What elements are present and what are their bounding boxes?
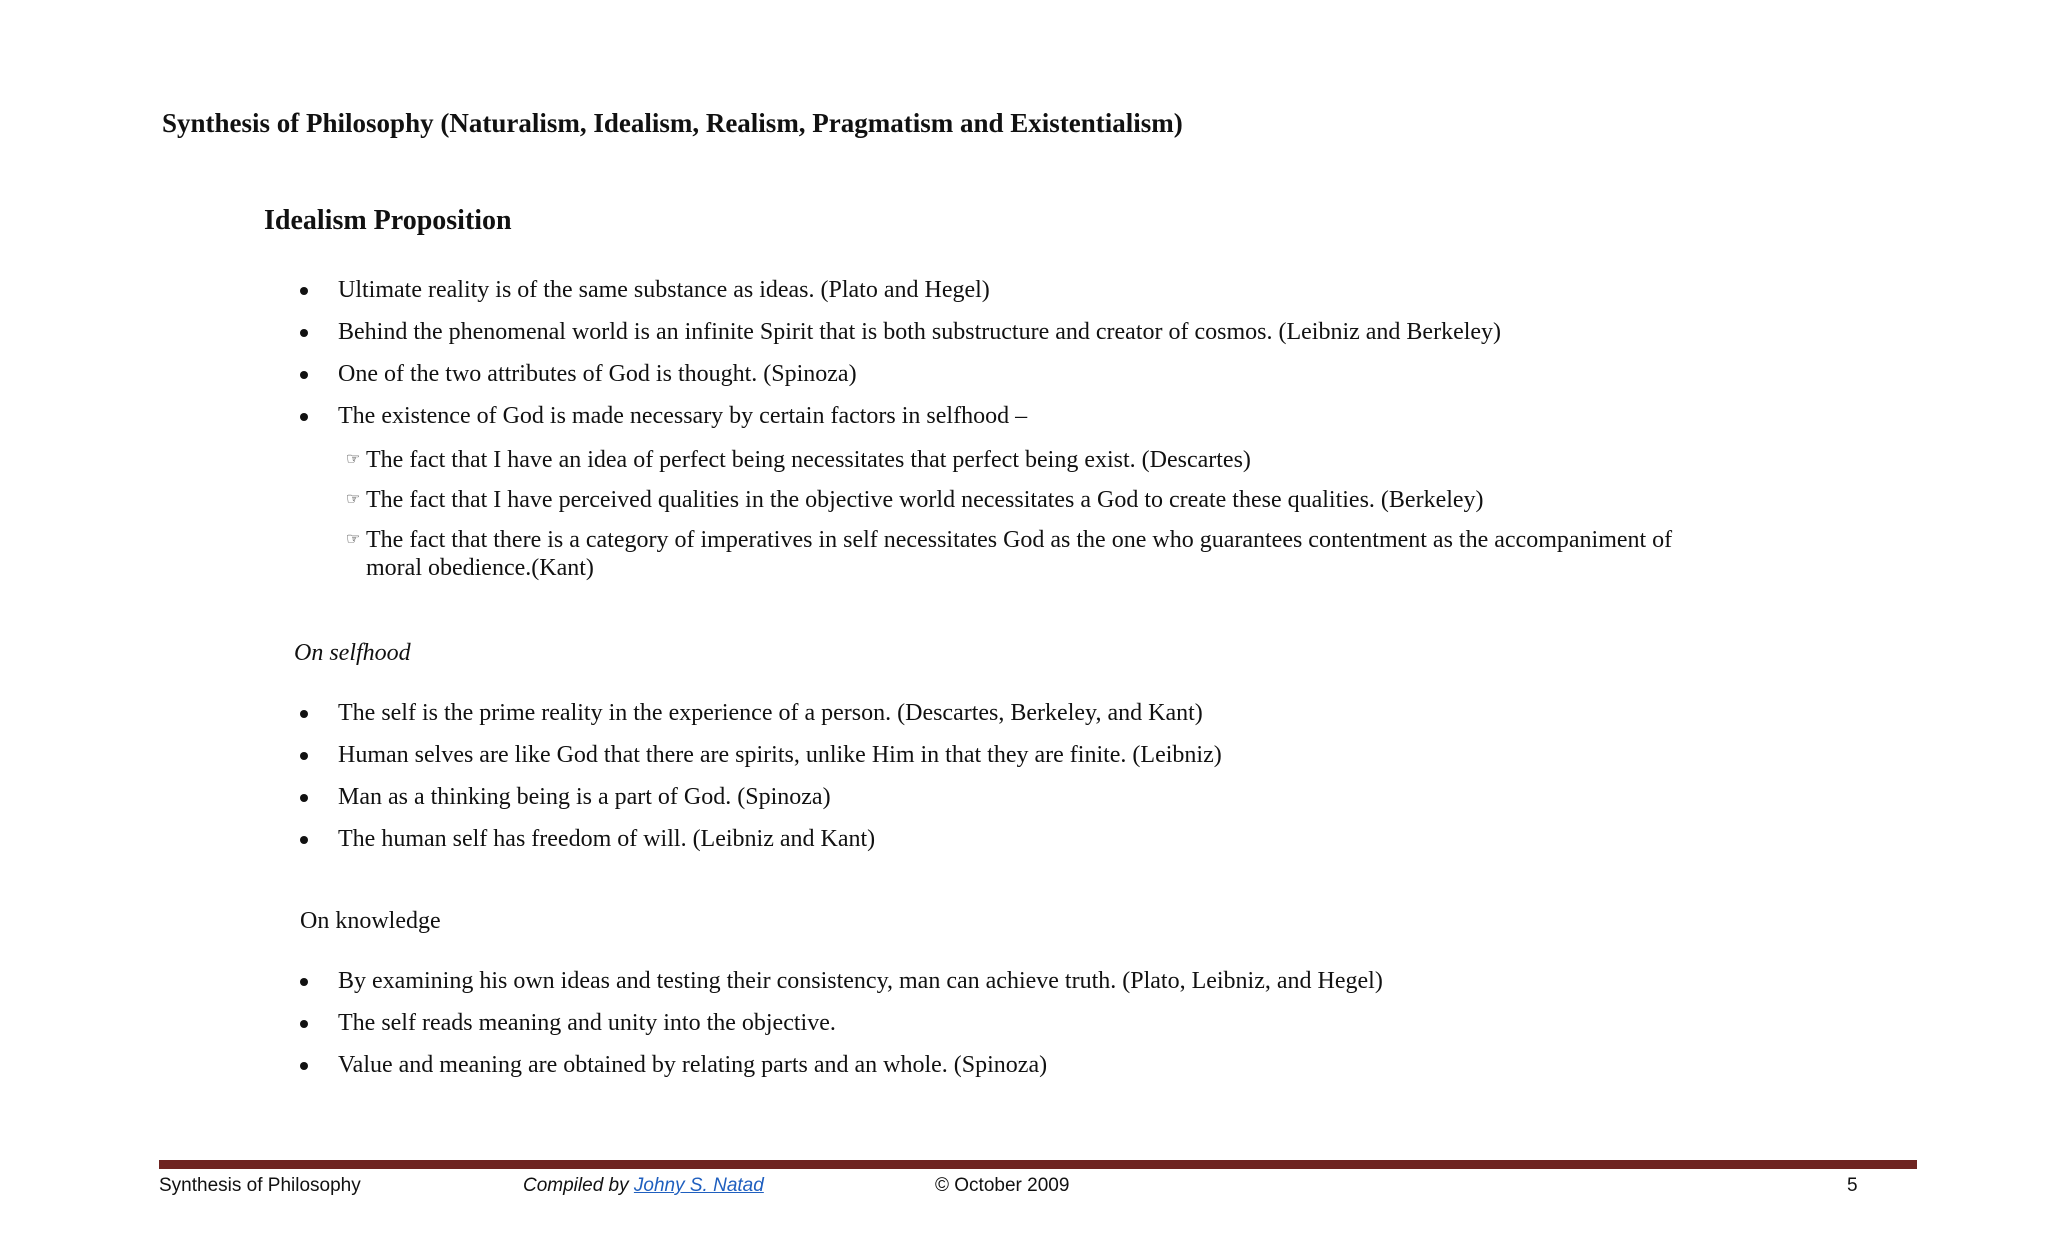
section-heading: Idealism Proposition: [264, 205, 512, 236]
bullet-icon: [300, 978, 308, 986]
author-link[interactable]: Johny S. Natad: [633, 1175, 764, 1196]
footer-compiled-label: Compiled by: [523, 1175, 629, 1196]
bullet-icon: [300, 329, 308, 337]
list-item-text: Ultimate reality is of the same substance as ideas. (Plato and Hegel): [338, 277, 990, 303]
list-item-text: The fact that I have an idea of perfect being necessitates that perfect being exist. (Descartes): [366, 447, 1251, 473]
page-title: Synthesis of Philosophy (Naturalism, Idealism, Realism, Pragmatism and Existentialism): [162, 108, 1183, 138]
pointing-hand-icon: ☞: [346, 491, 361, 508]
list-item: [298, 1049, 1798, 1091]
list-item: [298, 274, 1798, 316]
footer-compiled-by: [523, 1175, 764, 1197]
bullet-icon: [300, 836, 308, 844]
list-item-text: The fact that I have perceived qualities in the objective world necessitates a God to create these qualities. (Berkeley): [366, 487, 1484, 513]
page-number: 5: [1847, 1175, 1858, 1196]
bullet-icon: [300, 710, 308, 718]
proposition-list: [298, 274, 1798, 442]
bullet-icon: [300, 752, 308, 760]
list-item-text: Human selves are like God that there are spirits, unlike Him in that they are finite. (Leibniz): [338, 742, 1222, 768]
list-item-text: The human self has freedom of will. (Leibniz and Kant): [338, 826, 876, 852]
list-item-text: Behind the phenomenal world is an infinite Spirit that is both substructure and creator of cosmos. (Leibniz and Berkeley): [338, 319, 1502, 345]
bullet-icon: [300, 413, 308, 421]
list-item: [298, 781, 1798, 823]
bullet-icon: [300, 1062, 308, 1070]
pointing-hand-icon: ☞: [346, 531, 361, 548]
list-item-text: The existence of God is made necessary by certain factors in selfhood –: [338, 403, 1028, 429]
list-item: [298, 697, 1798, 739]
list-item: [346, 486, 1716, 514]
footer-document-title: Synthesis of Philosophy: [159, 1175, 361, 1196]
bullet-icon: [300, 794, 308, 802]
list-item: [298, 358, 1798, 400]
list-item-text: The fact that there is a category of imperatives in self necessitates God as the one who guarantees contentment as the accompaniment of moral obedience.(Kant): [366, 527, 1673, 581]
list-item-text: The self is the prime reality in the experience of a person. (Descartes, Berkeley, and Kant): [338, 700, 1203, 726]
list-item: [298, 823, 1798, 865]
list-item: [298, 316, 1798, 358]
list-item: [298, 739, 1798, 781]
selfhood-list: [298, 697, 1798, 865]
selfhood-heading: On selfhood: [294, 640, 411, 666]
footer-rule: [159, 1160, 1917, 1169]
list-item-text: One of the two attributes of God is thought. (Spinoza): [338, 361, 857, 387]
list-item: [298, 400, 1798, 442]
list-item-text: Man as a thinking being is a part of God. (Spinoza): [338, 784, 831, 810]
pointing-hand-icon: ☞: [346, 451, 361, 468]
list-item: [298, 1007, 1798, 1049]
bullet-icon: [300, 371, 308, 379]
list-item: [346, 446, 1716, 474]
list-item: [346, 526, 1716, 582]
knowledge-list: [298, 965, 1798, 1091]
list-item-text: Value and meaning are obtained by relating parts and an whole. (Spinoza): [338, 1052, 1048, 1078]
knowledge-heading: On knowledge: [300, 908, 441, 934]
list-item-text: By examining his own ideas and testing their consistency, man can achieve truth. (Plato, Leibniz, and Hegel): [338, 968, 1383, 994]
bullet-icon: [300, 1020, 308, 1028]
selfhood-factor-list: [346, 446, 1716, 594]
list-item-text: The self reads meaning and unity into the objective.: [338, 1010, 836, 1036]
footer-date: © October 2009: [935, 1175, 1070, 1196]
bullet-icon: [300, 287, 308, 295]
list-item: [298, 965, 1798, 1007]
